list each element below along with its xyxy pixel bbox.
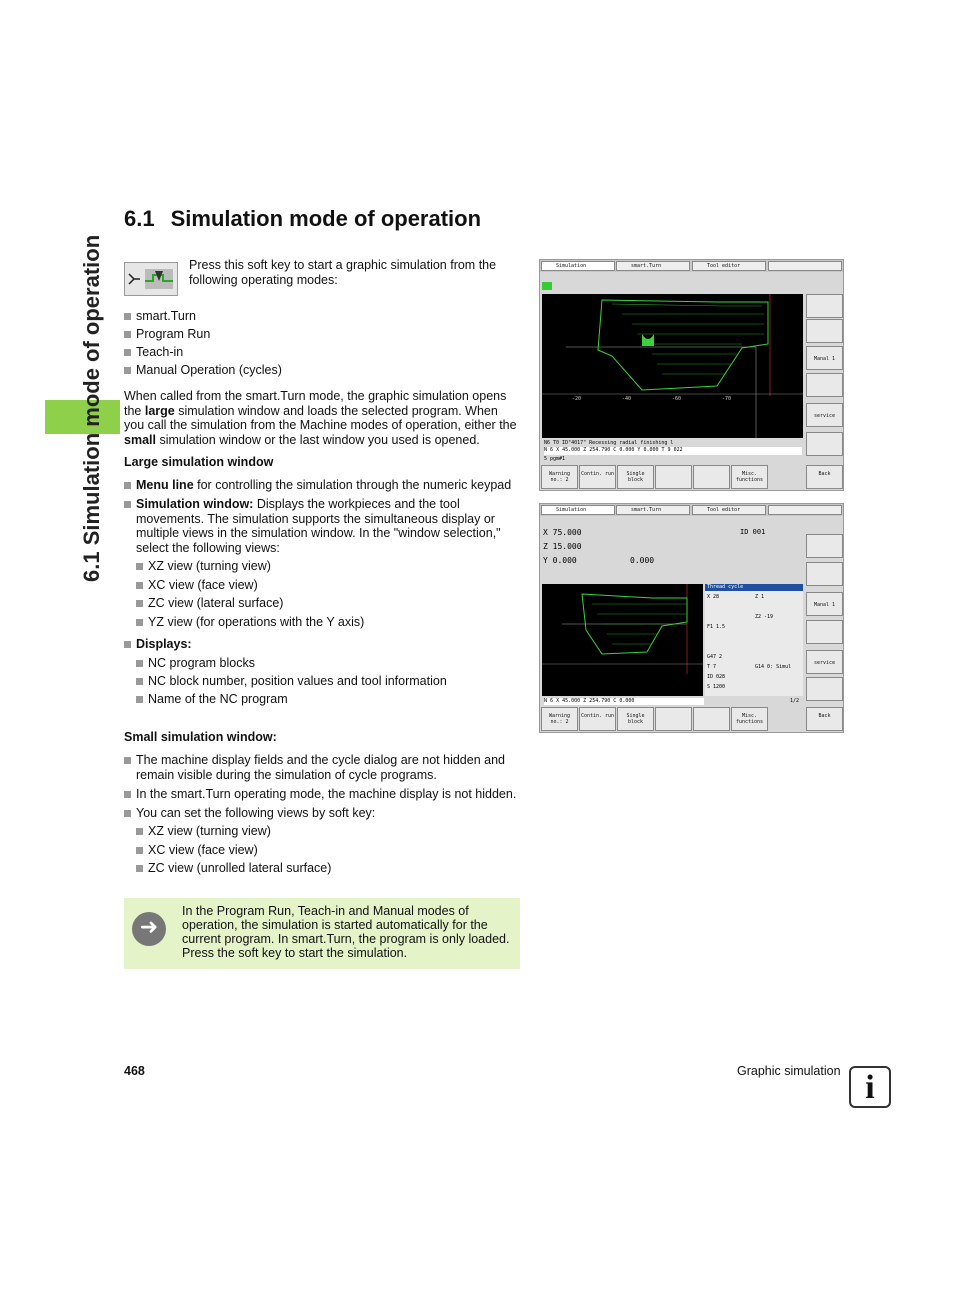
back-softkey[interactable]: Back bbox=[806, 465, 843, 489]
large-window-list bbox=[124, 478, 520, 706]
dialog-field[interactable]: X 28 bbox=[707, 594, 720, 600]
list-item: Simulation window: Displays the workpieces and the tool movements. The simulation supports the simultaneous display or multiple views in the simulation window. In the "window selection," select the following views: bbox=[124, 497, 520, 555]
service-softkey[interactable]: service bbox=[806, 403, 843, 427]
status-line: N6 T0 ID"4017" Recessing radial finishing l bbox=[544, 440, 674, 446]
list-item: You can set the following views by soft key: bbox=[124, 806, 520, 821]
dialog-title: Thread cycle bbox=[705, 584, 803, 591]
tab-extra[interactable] bbox=[768, 261, 842, 271]
position-row: N 6 X 45.000 Z 254.790 C 0.000 bbox=[544, 698, 704, 705]
dialog-field[interactable]: G47 2 bbox=[707, 654, 723, 660]
single-block-softkey[interactable]: Single block bbox=[617, 707, 654, 731]
tool-softkey[interactable] bbox=[806, 432, 843, 456]
simulation-view bbox=[542, 584, 703, 696]
softkey-4[interactable] bbox=[655, 707, 692, 731]
dialog-field[interactable]: Z 1 bbox=[755, 594, 765, 600]
list-item: smart.Turn bbox=[124, 309, 520, 324]
tab-tool-editor[interactable]: Tool editor bbox=[692, 261, 766, 271]
list-item: Name of the NC program bbox=[124, 692, 520, 707]
manual-softkey[interactable]: Manal 1 bbox=[806, 346, 843, 370]
x-readout: X 75.000 bbox=[543, 528, 582, 537]
side-chapter-title: 6.1 Simulation mode of operation bbox=[79, 234, 104, 582]
dialog-field[interactable]: Z2 -19 bbox=[755, 614, 774, 620]
list-item: ZC view (unrolled lateral surface) bbox=[124, 861, 520, 876]
tool-softkey[interactable] bbox=[806, 677, 843, 701]
simulation-softkey-icon bbox=[124, 262, 178, 296]
right-softkey-2[interactable] bbox=[806, 562, 843, 586]
misc-functions-softkey[interactable]: Misc. functions bbox=[731, 465, 768, 489]
id-readout: ID 001 bbox=[740, 528, 766, 536]
paragraph-call: When called from the smart.Turn mode, the graphic simulation opens the large simulation window and loads the selected program. When you call the simulation from the Machine modes of operation, either the small simulation window or the last window you used is opened. bbox=[124, 389, 517, 447]
right-softkey-1[interactable] bbox=[806, 294, 843, 318]
dialog-field[interactable]: G14 0: Simul bbox=[755, 664, 792, 670]
intro-text: Press this soft key to start a graphic simulation from the following operating modes: bbox=[189, 258, 497, 287]
right-softkey-4[interactable] bbox=[806, 373, 843, 397]
note-text: In the Program Run, Teach-in and Manual modes of operation, the simulation is started automatically for the current program. In smart.Turn, the program is only loaded. Press the soft key to start the simulation. bbox=[182, 904, 510, 960]
note-box bbox=[124, 898, 520, 969]
section-title: Simulation mode of operation bbox=[170, 206, 482, 231]
dialog-field[interactable]: T 7 bbox=[707, 664, 717, 670]
y-readout: Y 0.000 bbox=[543, 556, 577, 565]
tab-simulation[interactable]: Simulation bbox=[541, 261, 615, 271]
info-icon: i bbox=[849, 1066, 891, 1108]
y2-readout: 0.000 bbox=[630, 556, 655, 565]
back-softkey[interactable]: Back bbox=[806, 707, 843, 731]
list-item: XC view (face view) bbox=[124, 578, 520, 593]
softkey-5[interactable] bbox=[693, 465, 730, 489]
list-item: NC program blocks bbox=[124, 656, 520, 671]
manual-softkey[interactable]: Manal 1 bbox=[806, 592, 843, 616]
small-window-heading: Small simulation window: bbox=[124, 730, 277, 744]
continuous-run-softkey[interactable]: Contin. run bbox=[579, 707, 616, 731]
tab-tool-editor[interactable]: Tool editor bbox=[692, 505, 766, 515]
softkey-bar bbox=[540, 707, 843, 733]
z-readout: Z 15.000 bbox=[543, 542, 582, 551]
mode-list bbox=[124, 309, 520, 378]
tab-extra[interactable] bbox=[768, 505, 842, 515]
softkey-4[interactable] bbox=[655, 465, 692, 489]
page-title bbox=[124, 206, 481, 232]
list-item: Displays: bbox=[124, 637, 520, 652]
screenshot-small-simulation bbox=[539, 503, 844, 733]
list-item: XZ view (turning view) bbox=[124, 559, 520, 574]
list-item: YZ view (for operations with the Y axis) bbox=[124, 615, 520, 630]
page-indicator: 1/2 bbox=[790, 698, 800, 704]
simulation-view: -20 -40 -60 -70 bbox=[542, 294, 803, 438]
warning-softkey[interactable]: Warning no.: 2 bbox=[541, 707, 578, 731]
screenshot-large-simulation bbox=[539, 259, 844, 491]
softkey-5[interactable] bbox=[693, 707, 730, 731]
right-softkey-1[interactable] bbox=[806, 534, 843, 558]
single-block-softkey[interactable]: Single block bbox=[617, 465, 654, 489]
arrow-right-icon bbox=[132, 912, 166, 946]
list-item: In the smart.Turn operating mode, the machine display is not hidden. bbox=[124, 787, 520, 802]
dialog-field[interactable]: ID 028 bbox=[707, 674, 726, 680]
warning-softkey[interactable]: Warning no.: 2 bbox=[541, 465, 578, 489]
right-softkey-4[interactable] bbox=[806, 620, 843, 644]
tab-simulation[interactable]: Simulation bbox=[541, 505, 615, 515]
program-name: 5 pgm#1 bbox=[544, 456, 566, 462]
section-number: 6.1 bbox=[124, 206, 155, 231]
tab-bar bbox=[540, 260, 843, 272]
page-number: 468 bbox=[124, 1064, 145, 1078]
list-item: XC view (face view) bbox=[124, 843, 520, 858]
list-item: The machine display fields and the cycle dialog are not hidden and remain visible during the simulation of cycle programs. bbox=[124, 753, 520, 782]
large-window-heading: Large simulation window bbox=[124, 455, 274, 469]
dialog-field[interactable]: F1 1.5 bbox=[707, 624, 726, 630]
play-icon[interactable] bbox=[542, 282, 552, 290]
list-item: Menu line for controlling the simulation through the numeric keypad bbox=[124, 478, 520, 493]
misc-functions-softkey[interactable]: Misc. functions bbox=[731, 707, 768, 731]
tab-bar bbox=[540, 504, 843, 516]
list-item: Manual Operation (cycles) bbox=[124, 363, 520, 378]
position-row: N 6 X 45.000 Z 254.790 C 0.000 Y 0.000 T 9 022 bbox=[544, 447, 802, 455]
dialog-field[interactable]: S 1200 bbox=[707, 684, 726, 690]
list-item: Program Run bbox=[124, 327, 520, 342]
softkey-bar bbox=[540, 465, 843, 491]
list-item: ZC view (lateral surface) bbox=[124, 596, 520, 611]
list-item: XZ view (turning view) bbox=[124, 824, 520, 839]
right-softkey-2[interactable] bbox=[806, 319, 843, 343]
tab-smart-turn[interactable]: smart.Turn bbox=[616, 261, 690, 271]
continuous-run-softkey[interactable]: Contin. run bbox=[579, 465, 616, 489]
small-window-list bbox=[124, 753, 520, 876]
tab-smart-turn[interactable]: smart.Turn bbox=[616, 505, 690, 515]
service-softkey[interactable]: service bbox=[806, 650, 843, 674]
list-item: NC block number, position values and tool information bbox=[124, 674, 520, 689]
cycle-dialog bbox=[705, 584, 803, 696]
chapter-name: Graphic simulation bbox=[737, 1064, 841, 1078]
list-item: Teach-in bbox=[124, 345, 520, 360]
